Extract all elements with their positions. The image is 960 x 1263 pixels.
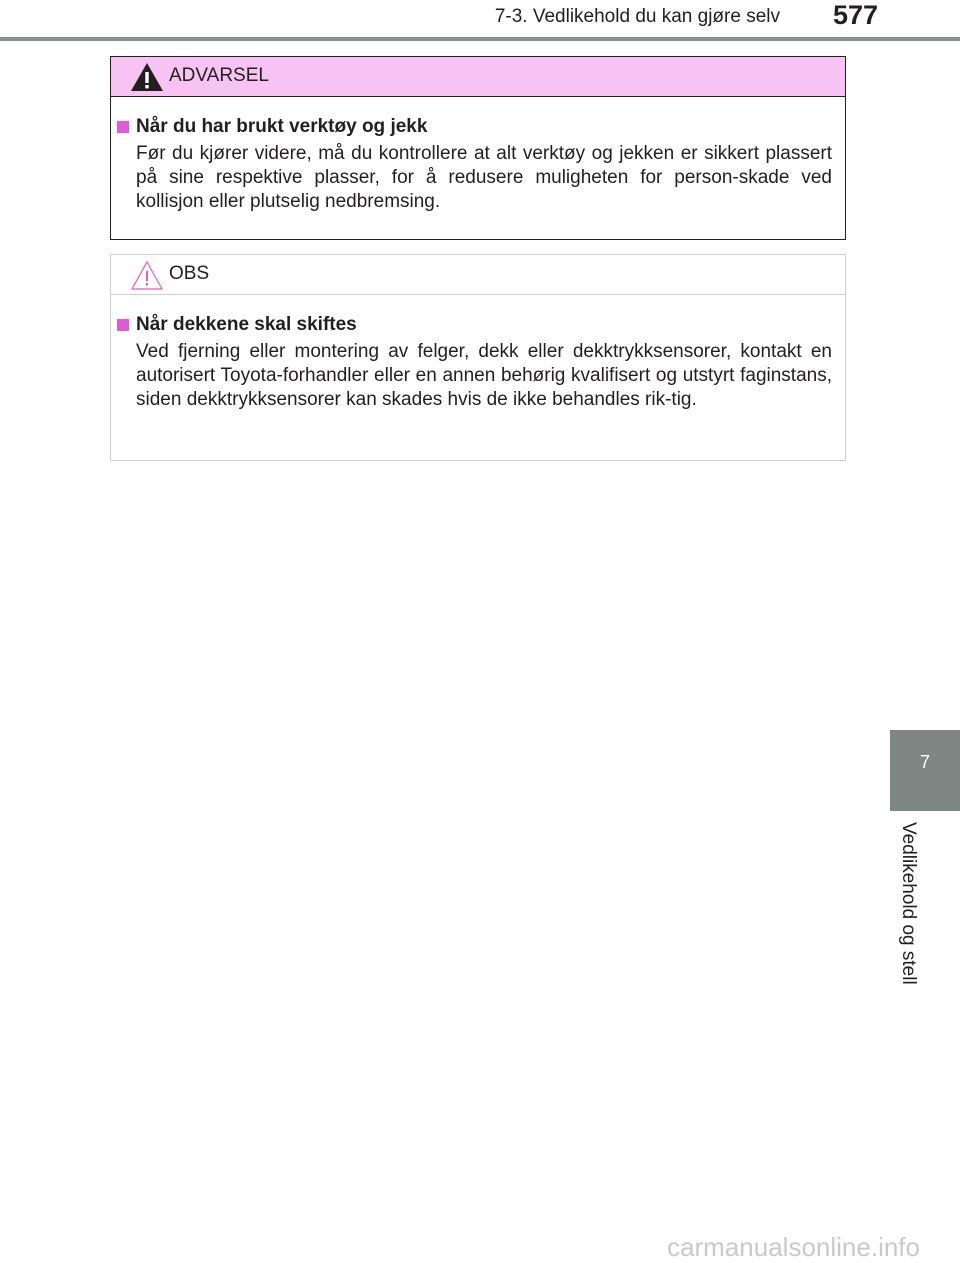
- notice-box-header: [111, 255, 845, 295]
- notice-label: OBS: [169, 263, 210, 284]
- notice-item-title: Når dekkene skal skiftes: [136, 314, 357, 335]
- square-bullet-icon: [117, 319, 129, 331]
- chapter-label: Vedlikehold og stell: [898, 822, 919, 985]
- square-bullet-icon: [117, 121, 129, 133]
- header-divider: [0, 37, 960, 41]
- chapter-tab: [890, 730, 960, 811]
- notice-item-heading: [117, 312, 832, 337]
- watermark: carmanualsonline.info: [667, 1232, 920, 1262]
- warning-box-body: [111, 97, 845, 214]
- warning-triangle-icon: [129, 61, 165, 93]
- page-number: 577: [832, 0, 878, 30]
- warning-label: ADVARSEL: [169, 65, 269, 86]
- warning-box: [110, 56, 846, 240]
- warning-box-header: [111, 57, 845, 97]
- caution-triangle-outline-icon: [129, 259, 165, 291]
- section-title: 7-3. Vedlikehold du kan gjøre selv: [494, 6, 780, 27]
- chapter-number: 7: [919, 752, 930, 772]
- warning-item-heading: [117, 114, 832, 139]
- warning-item-text: Før du kjører videre, må du kontrollere at alt verktøy og jekken er sikkert plassert på sine respektive plasser, for å redusere muligheten for person-skade ved kollisjon eller plutselig nedbremsing.: [136, 143, 832, 212]
- notice-item-text: Ved fjerning eller montering av felger, dekk eller dekktrykksensorer, kontakt en autorisert Toyota-forhandler eller en annen behørig kvalifisert og utstyrt faginstans, siden dekktrykksensorer kan skades hvis de ikke behandles rik-tig.: [136, 341, 832, 410]
- warning-item-title: Når du har brukt verktøy og jekk: [136, 116, 428, 137]
- notice-box-body: [111, 295, 845, 412]
- notice-box: [110, 254, 846, 461]
